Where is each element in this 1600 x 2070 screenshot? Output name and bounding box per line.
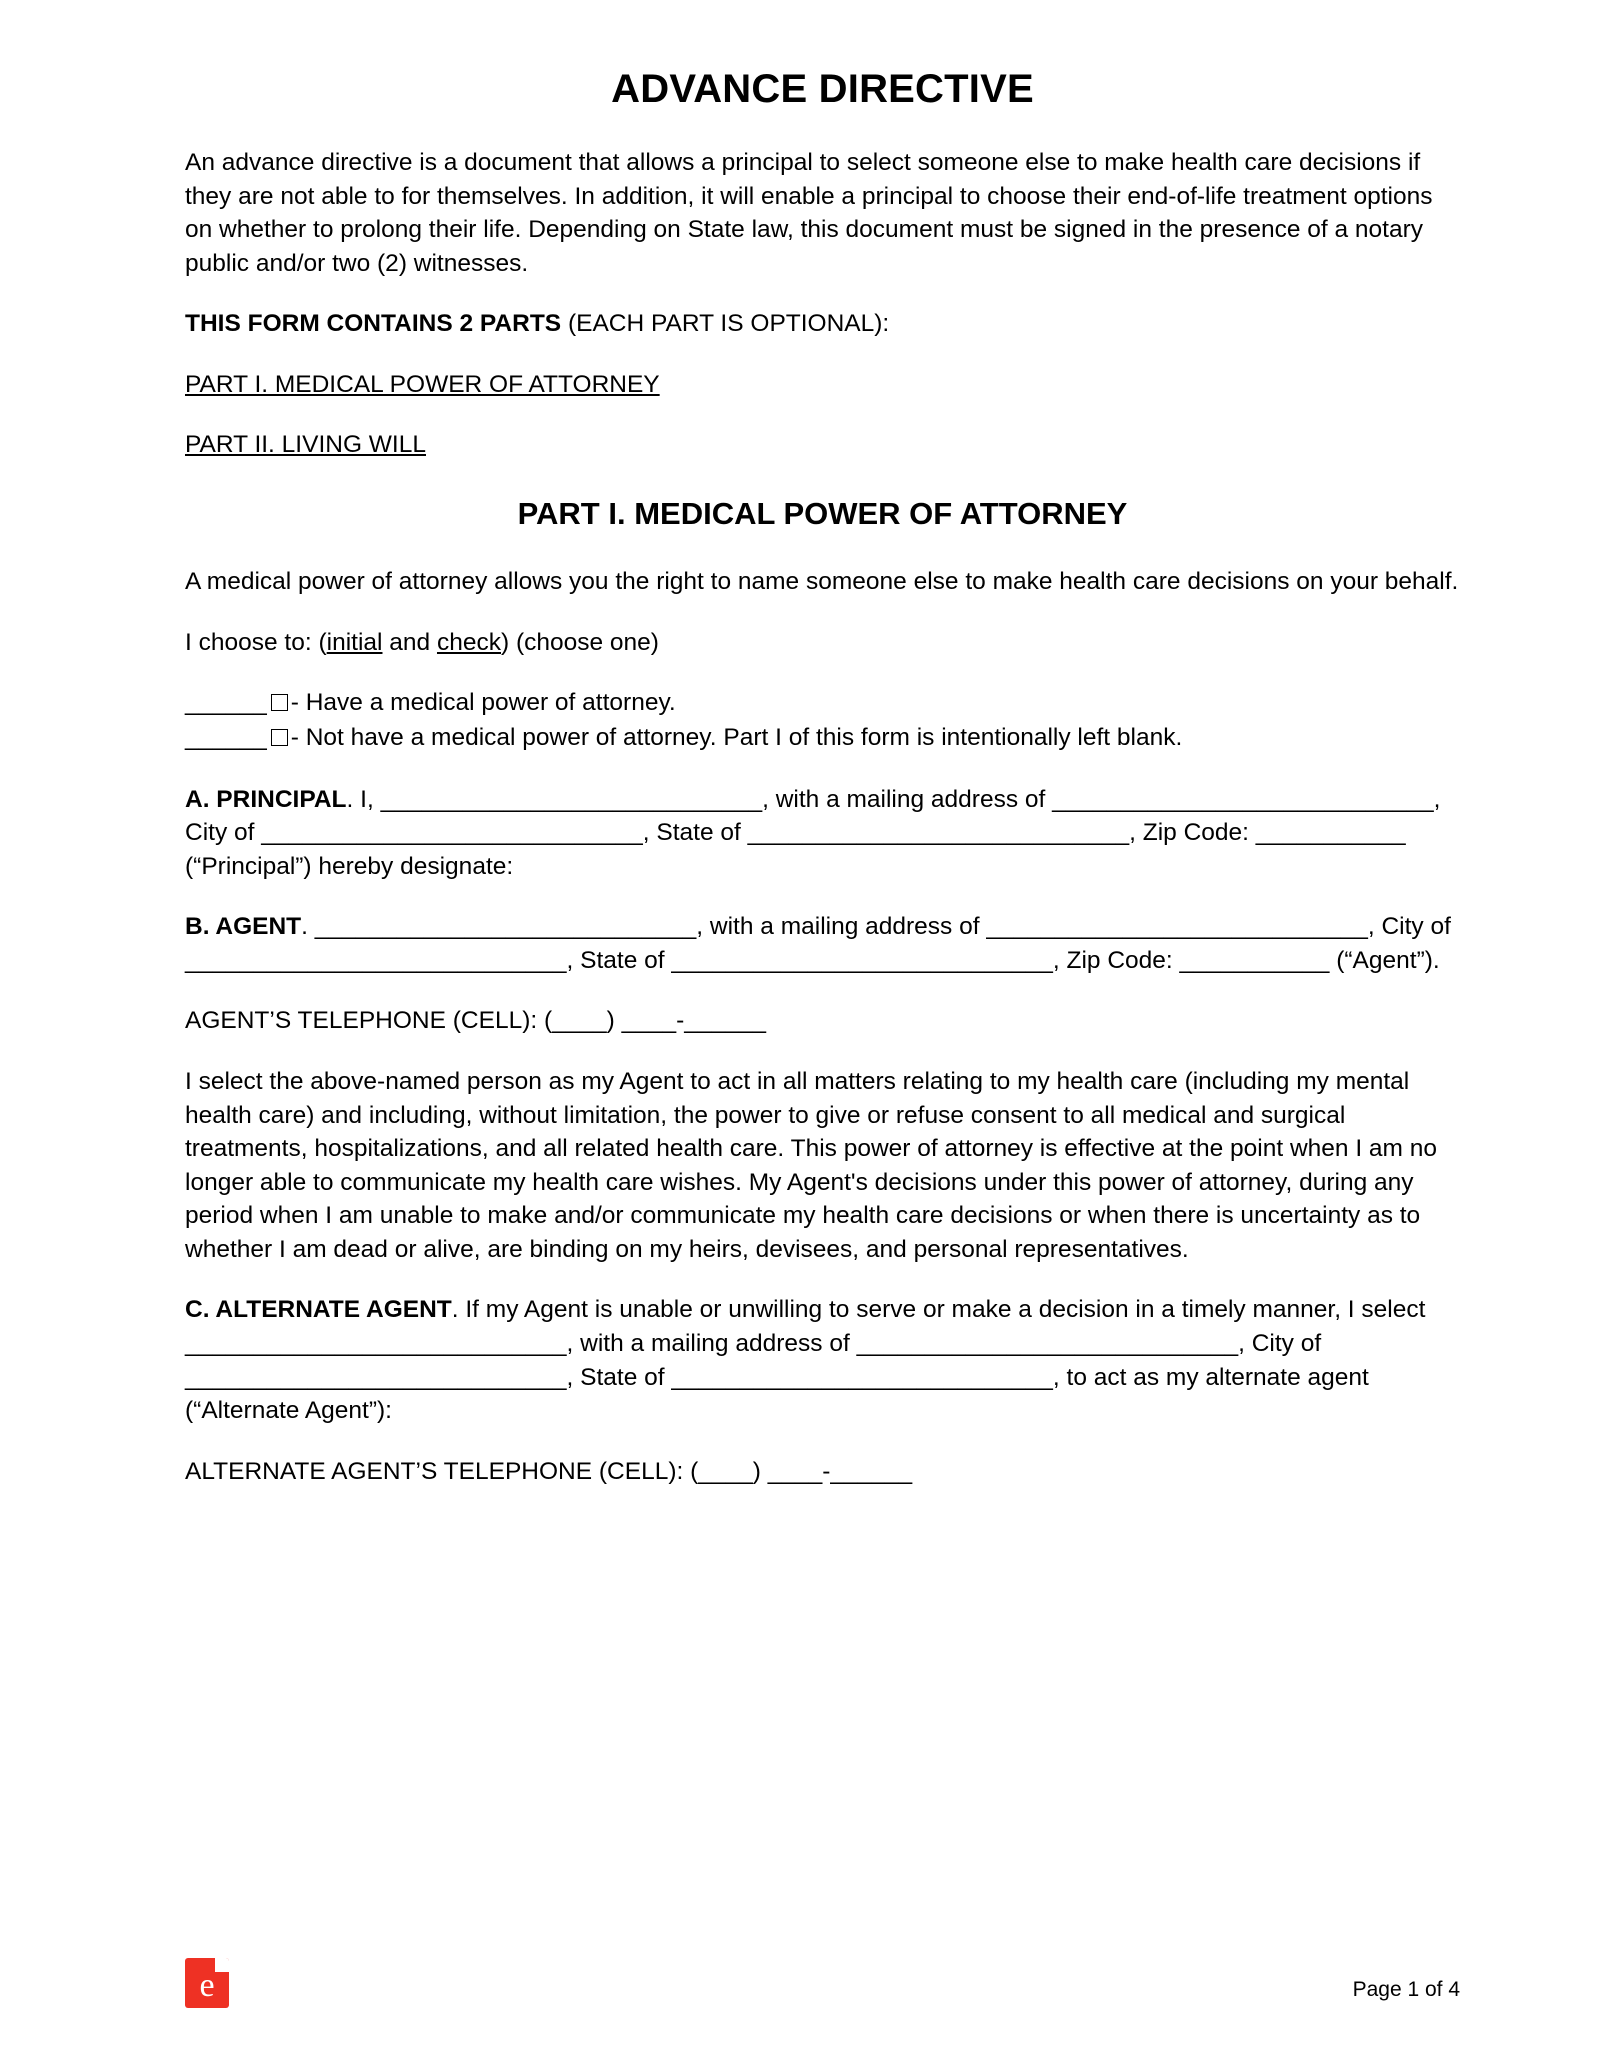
section-a-principal <box>185 783 1460 884</box>
alternate-agent-fields[interactable]: . If my Agent is unable or unwilling to serve or make a decision in a timely manner, I select ____________________________, with a mailing address of ____________________________, City of ____________________________, State of ____________________________, to act as my alternate agent (“Alternate Agent”): <box>185 1296 1426 1425</box>
checkbox-icon[interactable] <box>271 694 288 711</box>
choose-and-word: and <box>382 628 437 656</box>
logo-letter: e <box>199 1967 215 2004</box>
link-part-two[interactable]: PART II. LIVING WILL <box>185 431 426 459</box>
mpoa-description: A medical power of attorney allows you the right to name someone else to make health care decisions on your behalf. <box>185 567 1459 595</box>
link-part-one[interactable]: PART I. MEDICAL POWER OF ATTORNEY <box>185 370 660 398</box>
choose-suffix: ) (choose one) <box>501 628 659 656</box>
logo-corner-fold <box>215 1958 229 1972</box>
choose-prefix: I choose to: ( <box>185 628 327 656</box>
alternate-agent-telephone-field[interactable]: ALTERNATE AGENT’S TELEPHONE (CELL): (____) ____-______ <box>185 1457 913 1485</box>
choice-two-initial-blank[interactable]: ______ <box>185 723 267 751</box>
agent-label: B. AGENT <box>185 913 302 941</box>
choose-initial-word: initial <box>326 628 383 656</box>
agent-telephone-field[interactable]: AGENT’S TELEPHONE (CELL): (____) ____-______ <box>185 1007 767 1035</box>
page-title: ADVANCE DIRECTIVE <box>611 67 1034 111</box>
agent-selection-paragraph: I select the above-named person as my Agent to act in all matters relating to my health care (including my mental health care) and including, without limitation, the power to give or refuse consent to all medical and surgical treatments, hospitalizations, and all related health care. This power of attorney is effective at the point when I am no longer able to communicate my health care wishes. My Agent's decisions under this power of attorney, during any period when I am unable to make and/or communicate my health care decisions or when there is uncertainty as to whether I am dead or alive, are binding on my heirs, devisees, and personal representatives. <box>185 1068 1438 1263</box>
principal-fields[interactable]: . I, ____________________________, with a mailing address of ____________________________, City of ____________________________, State of ____________________________, Zip Code: ___________ (“Principal”) hereby designate: <box>185 785 1441 880</box>
intro-paragraph: An advance directive is a document that allows a principal to select someone else to make health care decisions if they are not able to for themselves. In addition, it will enable a principal to choose their end-of-life treatment options on whether to prolong their life. Depending on State law, this document must be signed in the presence of a notary public and/or two (2) witnesses. <box>185 149 1433 277</box>
page-number: Page 1 of 4 <box>1352 1978 1460 2001</box>
page-footer <box>185 1960 1460 2010</box>
section-title-part-one: PART I. MEDICAL POWER OF ATTORNEY <box>517 495 1128 531</box>
checkbox-icon[interactable] <box>271 729 288 746</box>
choose-instruction <box>185 626 1460 660</box>
eforms-logo-icon <box>185 1958 229 2008</box>
choice-group <box>185 686 1460 756</box>
agent-fields[interactable]: . ____________________________, with a mailing address of ____________________________, City of ____________________________, State of ____________________________, Zip Code: ___________ (“Agent”). <box>185 913 1451 974</box>
section-b-agent <box>185 910 1460 977</box>
choice-not-have-mpoa <box>185 721 1460 756</box>
alternate-agent-label: C. ALTERNATE AGENT <box>185 1296 452 1324</box>
choice-one-label: - Have a medical power of attorney. <box>290 689 676 717</box>
form-contains-line <box>185 307 1460 341</box>
form-contains-label: THIS FORM CONTAINS 2 PARTS <box>185 310 562 338</box>
choice-two-label: - Not have a medical power of attorney. Part I of this form is intentionally left blank. <box>290 723 1183 751</box>
choose-check-word: check <box>436 628 501 656</box>
principal-label: A. PRINCIPAL <box>185 785 347 813</box>
section-c-alternate-agent <box>185 1293 1460 1427</box>
choice-one-initial-blank[interactable]: ______ <box>185 689 267 717</box>
form-contains-suffix: (EACH PART IS OPTIONAL): <box>561 310 890 338</box>
choice-have-mpoa <box>185 686 1460 721</box>
